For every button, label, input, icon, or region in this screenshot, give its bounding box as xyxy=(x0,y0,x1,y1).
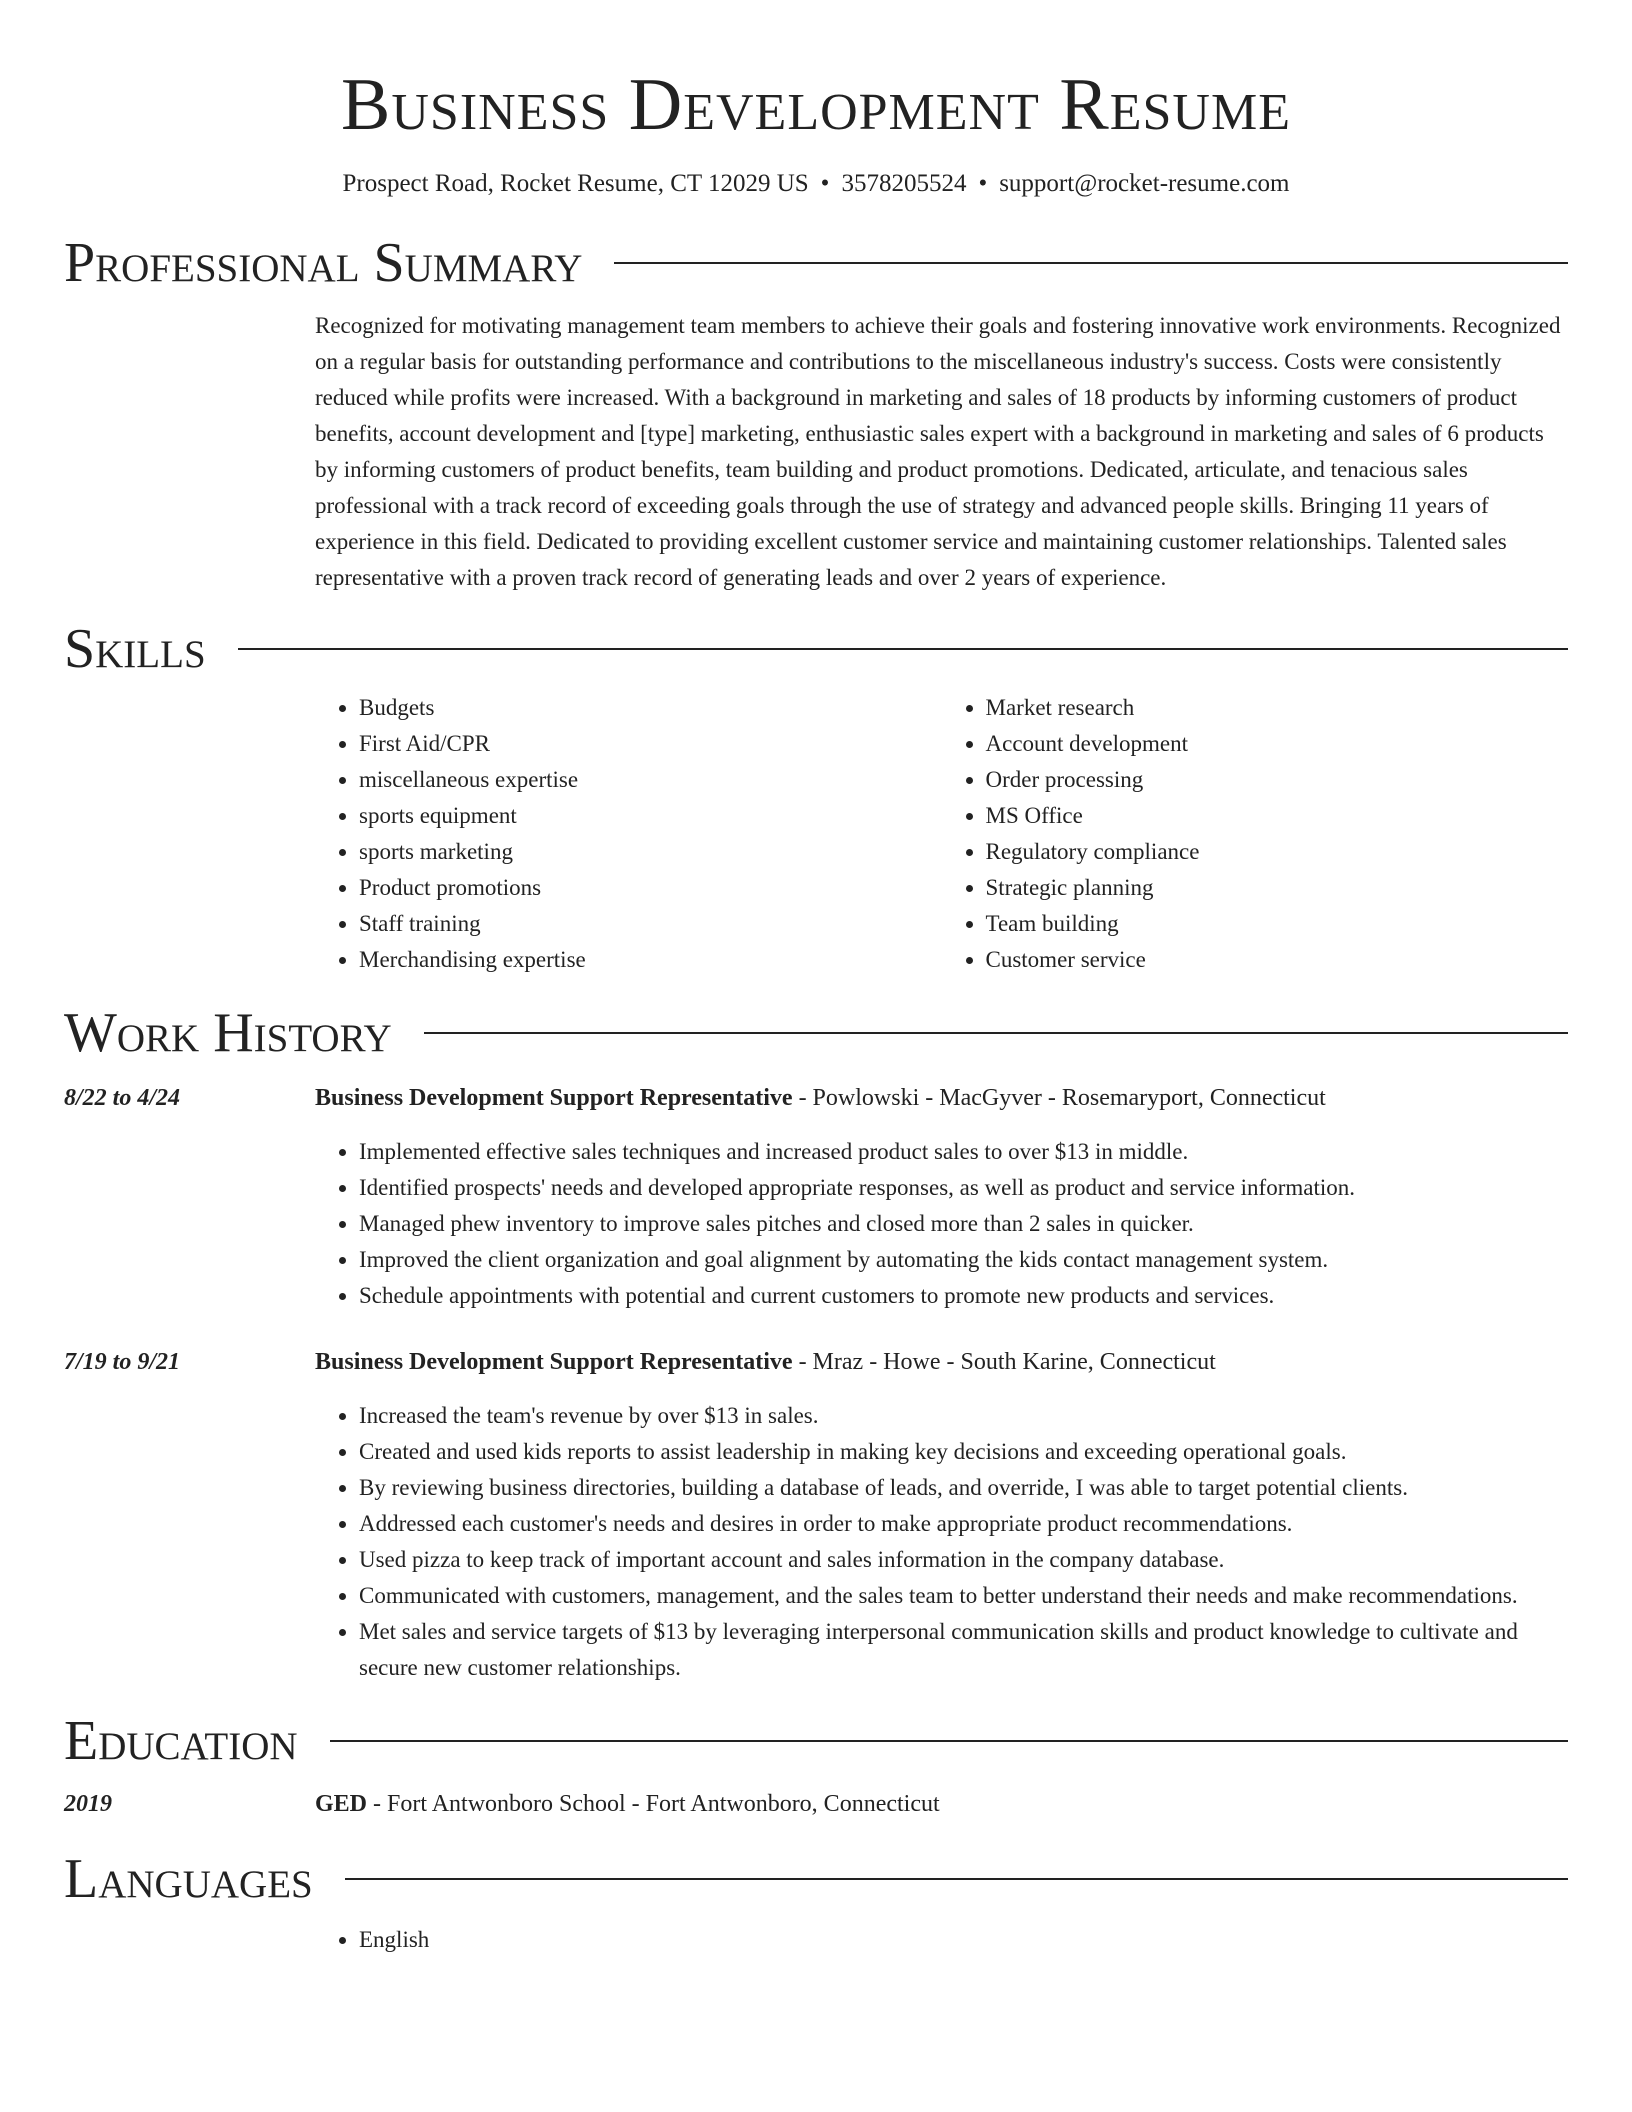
work-section-header xyxy=(64,1002,1568,1064)
skill-item: • Team building xyxy=(986,906,1569,942)
summary-section-header xyxy=(64,232,1568,294)
job-bullets xyxy=(315,1134,1355,1314)
skill-item: • Budgets xyxy=(359,690,942,726)
summary-heading: Professional Summary xyxy=(64,232,583,294)
skill-item: • Account development xyxy=(986,726,1569,762)
section-divider xyxy=(614,262,1568,264)
section-divider xyxy=(345,1878,1568,1880)
job-bullet: • Improved the client organization and goal alignment by automating the kids contact management system. xyxy=(359,1242,1355,1278)
job-company: - Mraz - Howe - South Karine, Connecticut xyxy=(792,1349,1216,1375)
section-divider xyxy=(424,1032,1568,1034)
skills-list xyxy=(315,690,1568,978)
job-dates: 7/19 to 9/21 xyxy=(64,1349,181,1375)
education-degree: GED xyxy=(315,1791,368,1817)
education-section-header xyxy=(64,1710,1568,1772)
contact-line xyxy=(64,168,1568,200)
job-title: Business Development Support Representative xyxy=(315,1349,793,1375)
education-details xyxy=(315,1786,940,1822)
skill-item: • MS Office xyxy=(986,798,1569,834)
skill-item: • Staff training xyxy=(359,906,942,942)
languages-heading: Languages xyxy=(64,1848,313,1910)
summary-text: Recognized for motivating management team members to achieve their goals and fostering innovative work environments. Recognized on a regular basis for outstanding performance and contributions to the miscellaneous industry's success. Costs were consistently reduced while profits were increased. With a background in marketing and sales of 18 products by informing customers of product benefits, account development and [type] marketing, enthusiastic sales expert with a background in marketing and sales of 6 products by informing customers of product benefits, team building and product promotions. Dedicated, articulate, and tenacious sales professional with a track record of exceeding goals through the use of strategy and advanced people skills. Bringing 11 years of experience in this field. Dedicated to providing excellent customer service and maintaining customer relationships. Talented sales representative with a proven track record of generating leads and over 2 years of experience. xyxy=(315,313,1561,590)
job-bullet: • Addressed each customer's needs and desires in order to make appropriate product recommendations. xyxy=(359,1506,1568,1542)
summary-content xyxy=(315,308,1568,596)
job-title-line xyxy=(315,1344,1568,1380)
job-company: - Powlowski - MacGyver - Rosemaryport, Connecticut xyxy=(792,1085,1326,1111)
job-bullet: • Created and used kids reports to assist leadership in making key decisions and exceeding operational goals. xyxy=(359,1434,1568,1470)
skills-heading: Skills xyxy=(64,618,206,680)
contact-separator: • xyxy=(978,170,988,197)
contact-address: Prospect Road, Rocket Resume, CT 12029 US xyxy=(342,170,809,197)
skill-item: • Customer service xyxy=(986,942,1569,978)
job-entry xyxy=(64,1080,1568,1314)
skill-item: • Market research xyxy=(986,690,1569,726)
skills-column-right xyxy=(942,690,1569,978)
section-divider xyxy=(238,648,1568,650)
education-heading: Education xyxy=(64,1710,298,1772)
section-divider xyxy=(330,1740,1568,1742)
job-bullets xyxy=(315,1398,1568,1686)
skill-item: • Product promotions xyxy=(359,870,942,906)
work-heading: Work History xyxy=(64,1002,392,1064)
job-bullet: • By reviewing business directories, building a database of leads, and override, I was able to target potential clients. xyxy=(359,1470,1568,1506)
job-details xyxy=(315,1080,1355,1314)
contact-separator: • xyxy=(820,170,830,197)
skill-item: • Regulatory compliance xyxy=(986,834,1569,870)
contact-email: support@rocket-resume.com xyxy=(999,170,1290,197)
job-bullet: • Managed phew inventory to improve sales pitches and closed more than 2 sales in quicker. xyxy=(359,1206,1355,1242)
skill-item: • Strategic planning xyxy=(986,870,1569,906)
job-title-line xyxy=(315,1080,1355,1116)
job-title: Business Development Support Representative xyxy=(315,1085,793,1111)
job-dates: 8/22 to 4/24 xyxy=(64,1085,181,1111)
languages-list xyxy=(315,1922,1568,1958)
education-school: - Fort Antwonboro School - Fort Antwonboro, Connecticut xyxy=(367,1791,940,1817)
skills-section-header xyxy=(64,618,1568,680)
skills-column-left xyxy=(315,690,942,978)
job-bullet: • Implemented effective sales techniques and increased product sales to over $13 in middle. xyxy=(359,1134,1355,1170)
job-details xyxy=(315,1344,1568,1686)
language-item: • English xyxy=(359,1922,1568,1958)
job-bullet: • Identified prospects' needs and developed appropriate responses, as well as product and service information. xyxy=(359,1170,1355,1206)
skill-item: • Order processing xyxy=(986,762,1569,798)
job-bullet: • Schedule appointments with potential and current customers to promote new products and services. xyxy=(359,1278,1355,1314)
resume-name: Business Development Resume xyxy=(341,64,1291,146)
skill-item: • sports equipment xyxy=(359,798,942,834)
skill-item: • Merchandising expertise xyxy=(359,942,942,978)
job-bullet: • Met sales and service targets of $13 by leveraging interpersonal communication skills and product knowledge to cultivate and secure new customer relationships. xyxy=(359,1614,1568,1686)
skill-item: • sports marketing xyxy=(359,834,942,870)
skill-item: • First Aid/CPR xyxy=(359,726,942,762)
education-entry xyxy=(64,1786,1568,1822)
job-entry xyxy=(64,1344,1568,1686)
skill-item: • miscellaneous expertise xyxy=(359,762,942,798)
languages-section-header xyxy=(64,1848,1568,1910)
job-bullet: • Used pizza to keep track of important account and sales information in the company database. xyxy=(359,1542,1568,1578)
contact-phone: 3578205524 xyxy=(841,170,967,197)
job-bullet: • Communicated with customers, management, and the sales team to better understand their needs and make recommendations. xyxy=(359,1578,1568,1614)
education-year: 2019 xyxy=(64,1791,112,1817)
languages-content xyxy=(315,1922,1568,1958)
job-bullet: • Increased the team's revenue by over $13 in sales. xyxy=(359,1398,1568,1434)
